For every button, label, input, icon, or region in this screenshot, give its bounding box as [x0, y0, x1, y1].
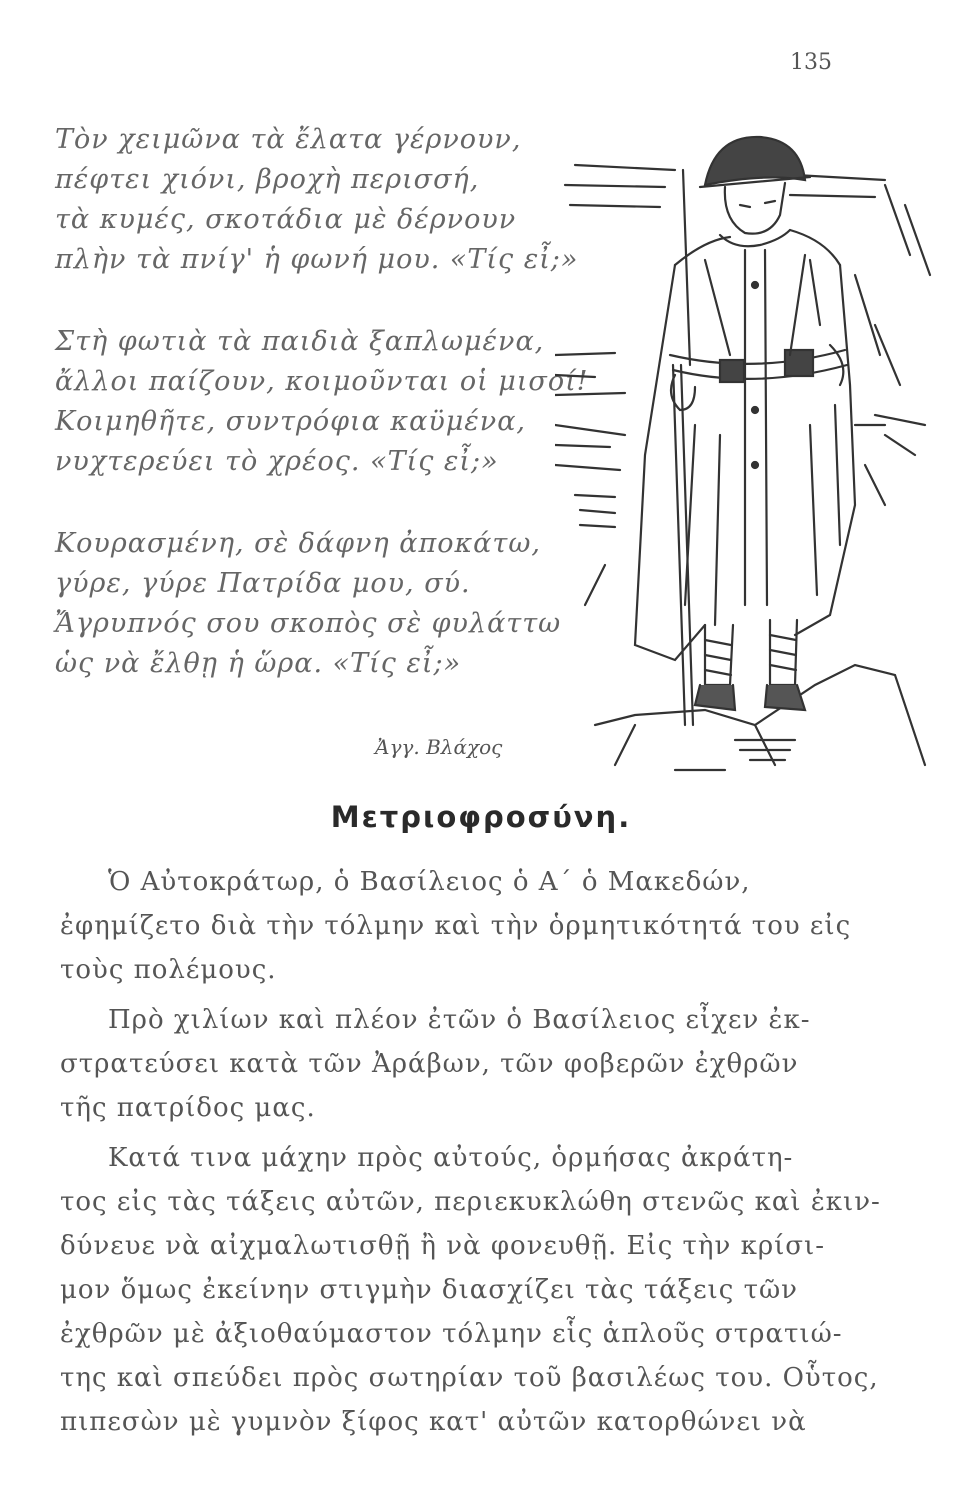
poem-line: Κοιμηθῆτε, συντρόφια καϋμένα,: [55, 406, 527, 437]
paragraph: [60, 998, 880, 1130]
poem-line: ἄλλοι παίζουν, κοιμοῦνται οἱ μισοί!: [55, 366, 589, 397]
text-line: τοὺς πολέμους.: [60, 955, 277, 985]
poem: [55, 120, 589, 726]
poem-line: τὰ κυμές, σκοτάδια μὲ δέρνουν: [55, 204, 517, 235]
text-line: τος εἰς τὰς τάξεις αὐτῶν, περιεκυκλώθη στενῶς καὶ ἐκιν-: [60, 1187, 881, 1217]
poem-line: Στὴ φωτιὰ τὰ παιδιὰ ξαπλωμένα,: [55, 326, 545, 357]
poem-stanza: [55, 322, 589, 482]
poem-author: Ἀγγ. Βλάχος: [375, 735, 503, 759]
text-line: δύνευε νὰ αἰχμαλωτισθῇ ἢ νὰ φονευθῇ. Εἰς τὴν κρίσι-: [60, 1231, 826, 1261]
text-line: της καὶ σπεύδει πρὸς σωτηρίαν τοῦ βασιλέως του. Οὗτος,: [60, 1363, 879, 1393]
paragraph: [60, 1136, 880, 1444]
poem-line: Κουρασμένη, σὲ δάφνη ἀποκάτω,: [55, 528, 541, 559]
poem-line: Τὸν χειμῶνα τὰ ἔλατα γέρνουν,: [55, 124, 522, 155]
prose-body: [60, 860, 880, 1450]
poem-stanza: [55, 524, 575, 684]
poem-stanza: [55, 120, 579, 280]
page-number: 135: [790, 50, 832, 75]
text-line: ἐφημίζετο διὰ τὴν τόλμην καὶ τὴν ὁρμητικότητά του εἰς: [60, 911, 852, 941]
text-line: μον ὅμως ἐκείνην στιγμὴν διασχίζει τὰς τάξεις τῶν: [60, 1275, 798, 1305]
text-line: τῆς πατρίδος μας.: [60, 1093, 316, 1123]
poem-line: πλὴν τὰ πνίγ' ἡ φωνή μου. «Τίς εἶ;»: [55, 244, 579, 275]
text-line: Ὁ Αὐτοκράτωρ, ὁ Βασίλειος ὁ Α΄ ὁ Μακεδών,: [108, 867, 751, 897]
text-line: στρατεύσει κατὰ τῶν Ἀράβων, τῶν φοβερῶν ἐχθρῶν: [60, 1049, 799, 1079]
text-line: Κατά τινα μάχην πρὸς αὐτούς, ὁρμήσας ἀκράτη-: [108, 1143, 794, 1173]
poem-line: γύρε, γύρε Πατρίδα μου, σύ.: [55, 568, 471, 599]
paragraph: [60, 860, 880, 992]
poem-line: Ἄγρυπνός σου σκοπὸς σὲ φυλάττω: [55, 608, 562, 639]
soldier-sketch-icon: [555, 125, 940, 785]
soldier-sentry-illustration: [555, 125, 940, 785]
text-line: Πρὸ χιλίων καὶ πλέον ἐτῶν ὁ Βασίλειος εἶχεν ἐκ-: [108, 1005, 811, 1035]
poem-line: πέφτει χιόνι, βροχὴ περισσή,: [55, 164, 480, 195]
text-line: πιπεσὼν μὲ γυμνὸν ξίφος κατ' αὐτῶν κατορθώνει νὰ: [60, 1407, 807, 1437]
section-title: Μετριοφροσύνη.: [330, 800, 632, 834]
poem-line: νυχτερεύει τὸ χρέος. «Τίς εἶ;»: [55, 446, 499, 477]
text-line: ἐχθρῶν μὲ ἀξιοθαύμαστον τόλμην εἷς ἁπλοῦς στρατιώ-: [60, 1319, 843, 1349]
poem-line: ὡς νὰ ἔλθῃ ἡ ὥρα. «Τίς εἶ;»: [55, 648, 462, 679]
